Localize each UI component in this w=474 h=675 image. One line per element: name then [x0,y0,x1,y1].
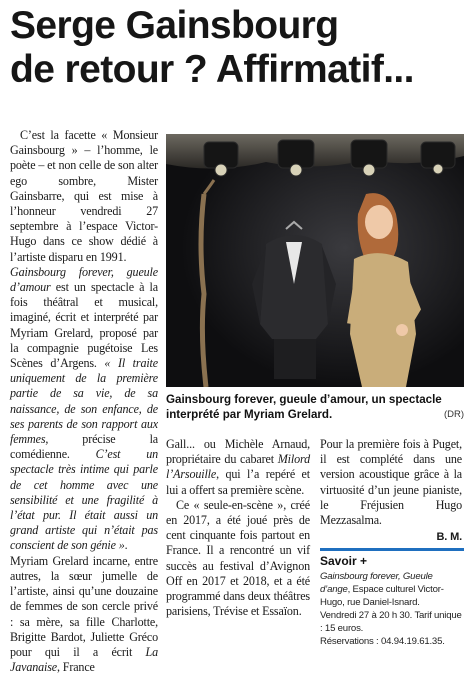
song-title: La Javanaise [10,644,158,675]
paragraph-success: Ce « seule-en-scène », créé en 2017, a été joué près de cent cinquante fois partout en France. Il a rencontré un vif succès au festival d’Avignon Off en 2017 et 2018, et a été programmé dans deux théâtres parisiens, Trévise et Essaïon. [166,497,310,619]
article-column-2 [166,437,310,619]
article-column-3 [320,437,462,545]
info-show-title: Gainsbourg forever, Gueule d’ange [320,571,433,595]
stage-photo [166,134,464,387]
quote-second: C’est un spectacle très intime qui parle de cet homme avec une sensibilité et une fragilité à l’état pur. Il était aussi un grand artiste qui n’était pas conscient de son génie » [10,447,158,553]
cabaret-name: Milord l’Arsouille [166,452,310,482]
show-title-italic: Gainsbourg forever, gueule d’amour [10,264,158,295]
info-reservations: Réservations : 04.94.19.61.35. [320,636,445,647]
photo-caption [166,392,464,422]
paragraph-description: Gainsbourg forever, gueule d’amour est un spectacle à la fois théâtral et musical, imaginé, écrit et interprété par Myriam Grelard, proposé par la compagnie pugétoise Les Scènes d’Argens. « Il traite uniquement de la première partie de sa vie, de sa naissance, de son enfance, de ses parents de son rapport aux femmes, précise la comédienne. C’est un spectacle très intime qui parle de cet homme avec une sensibilité et une fragilité à l’état pur. Il était aussi un grand artiste qui n’était pas conscient de son génie ». [10,264,158,553]
stage-photo-illustration [166,134,464,387]
paragraph-continued-text: Gall... ou Michèle Arnaud, propriétaire du cabaret [166,437,310,467]
article-column-1 [10,128,158,675]
info-box-body: Gainsbourg forever, Gueule d’ange, Espace culturel Victor-Hugo, rue Daniel-Isnard. Vendredi 27 à 20 h 30. Tarif unique : 15 euros. Réservations : 04.94.19.61.35. [320,570,464,648]
info-box-title: Savoir + [320,554,368,568]
info-box [320,548,464,648]
paragraph-acoustic: Pour la première fois à Puget, il est complété dans une version acoustique grâce à la virtuosité d’un jeune pianiste, le Fréjusien Hugo Mezzasalma. [320,437,462,528]
paragraph-intro: C’est la facette « Monsieur Gainsbourg » – l’homme, le poète – et non celle de son alter ego sombre, Mister Gainsbarre, qui est mise à l’honneur vendredi 27 septembre à l’espace Victor-Hugo dans ce show dédié à l’artiste disparu en 1991. [10,128,158,264]
info-date-price: Vendredi 27 à 20 h 30. Tarif unique : 15 euros. [320,610,462,634]
caption-bold-title: Gainsbourg forever, gueule d’amour [166,393,366,406]
paragraph-continued-text: , France [57,660,95,675]
headline-line-1: Serge Gainsbourg [10,4,339,47]
headline [10,4,470,92]
quote-first: « Il traite uniquement de la première partie de sa vie, de sa naissance, de son enfance, de ses parents de son rapport aux femmes, [10,356,158,447]
paragraph-characters-start: Myriam Grelard incarne, entre autres, la sœur jumelle de l’artiste, ainsi qu’une douzaine de femmes de son cercle privé : sa mère, sa fille Charlotte, Brigitte Bardot, Juliette Gréco pour qui il a écrit La Javanaise, France [10,553,158,675]
paragraph-characters-end: Gall... ou Michèle Arnaud, propriétaire du cabaret Milord l’Arsouille, qui l’a repéré et lui a offert sa première scène. [166,437,310,497]
photo-credit: (DR) [443,409,464,420]
author-signature: B. M. [436,531,462,544]
headline-line-2: de retour ? Affirmatif... [10,48,414,91]
caption-rest: , un spectacle interprété par Myriam Grelard. [166,393,442,421]
